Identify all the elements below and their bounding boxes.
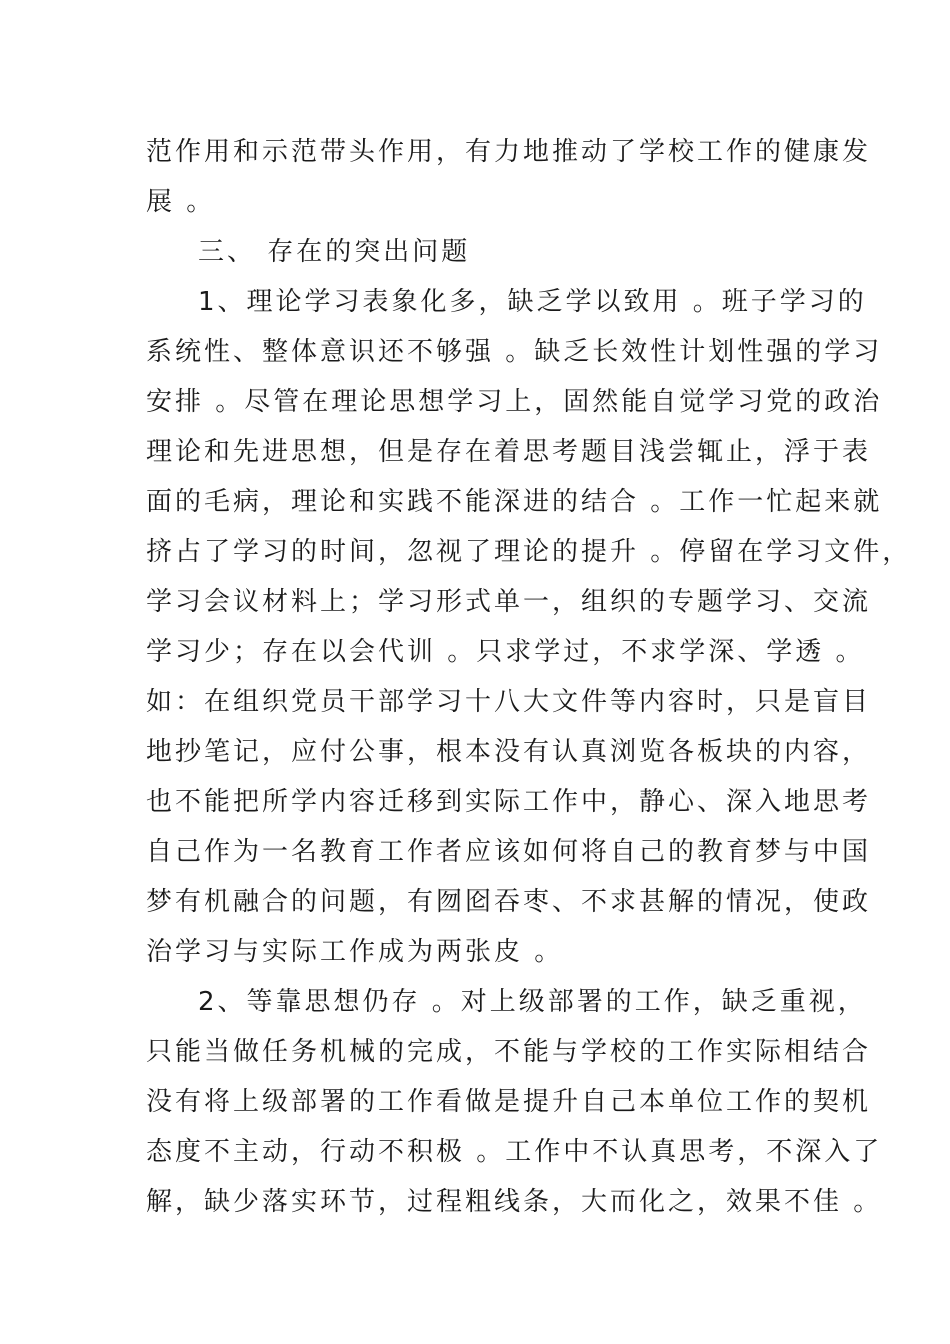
- text-line: 态度不主动，行动不积极 。工作中不认真思考，不深入了: [146, 1137, 883, 1167]
- text-line: 梦有机融合的问题，有囫囵吞枣、不求甚解的情况，使政: [146, 887, 872, 917]
- text-line: 理论和先进思想，但是存在着思考题目浅尝辄止，浮于表: [146, 437, 872, 467]
- text-line: 安排 。尽管在理论思想学习上，固然能自觉学习党的政治: [146, 387, 883, 417]
- text-line: 面的毛病，理论和实践不能深进的结合 。工作一忙起来就: [146, 487, 883, 517]
- text-line: 自己作为一名教育工作者应该如何将自己的教育梦与中国: [146, 837, 872, 867]
- paragraph-start: 2、等靠思想仍存 。对上级部署的工作，缺乏重视，: [198, 987, 867, 1017]
- text-line: 系统性、整体意识还不够强 。缺乏长效性计划性强的学习: [146, 337, 883, 367]
- text-line: 学习会议材料上；学习形式单一，组织的专题学习、交流: [146, 587, 872, 617]
- text-line: 地抄笔记，应付公事，根本没有认真浏览各板块的内容，: [146, 737, 872, 767]
- text-line: 治学习与实际工作成为两张皮 。: [146, 937, 564, 967]
- section-heading: 三、 存在的突出问题: [198, 237, 471, 267]
- text-line: 如：在组织党员干部学习十八大文件等内容时，只是盲目: [146, 687, 872, 717]
- text-line: 范作用和示范带头作用，有力地推动了学校工作的健康发: [146, 137, 872, 167]
- text-line: 也不能把所学内容迁移到实际工作中，静心、深入地思考: [146, 787, 872, 817]
- text-line: 没有将上级部署的工作看做是提升自己本单位工作的契机: [146, 1087, 872, 1117]
- text-line: 展 。: [146, 187, 216, 217]
- text-line: 挤占了学习的时间，忽视了理论的提升 。停留在学习文件，: [146, 537, 912, 567]
- text-line: 解，缺少落实环节，过程粗线条，大而化之，效果不佳 。: [146, 1187, 883, 1217]
- text-line: 只能当做任务机械的完成，不能与学校的工作实际相结合: [146, 1037, 872, 1067]
- text-line: 学习少；存在以会代训 。只求学过，不求学深、学透 。: [146, 637, 865, 667]
- paragraph-start: 1、理论学习表象化多，缺乏学以致用 。班子学习的: [198, 287, 867, 317]
